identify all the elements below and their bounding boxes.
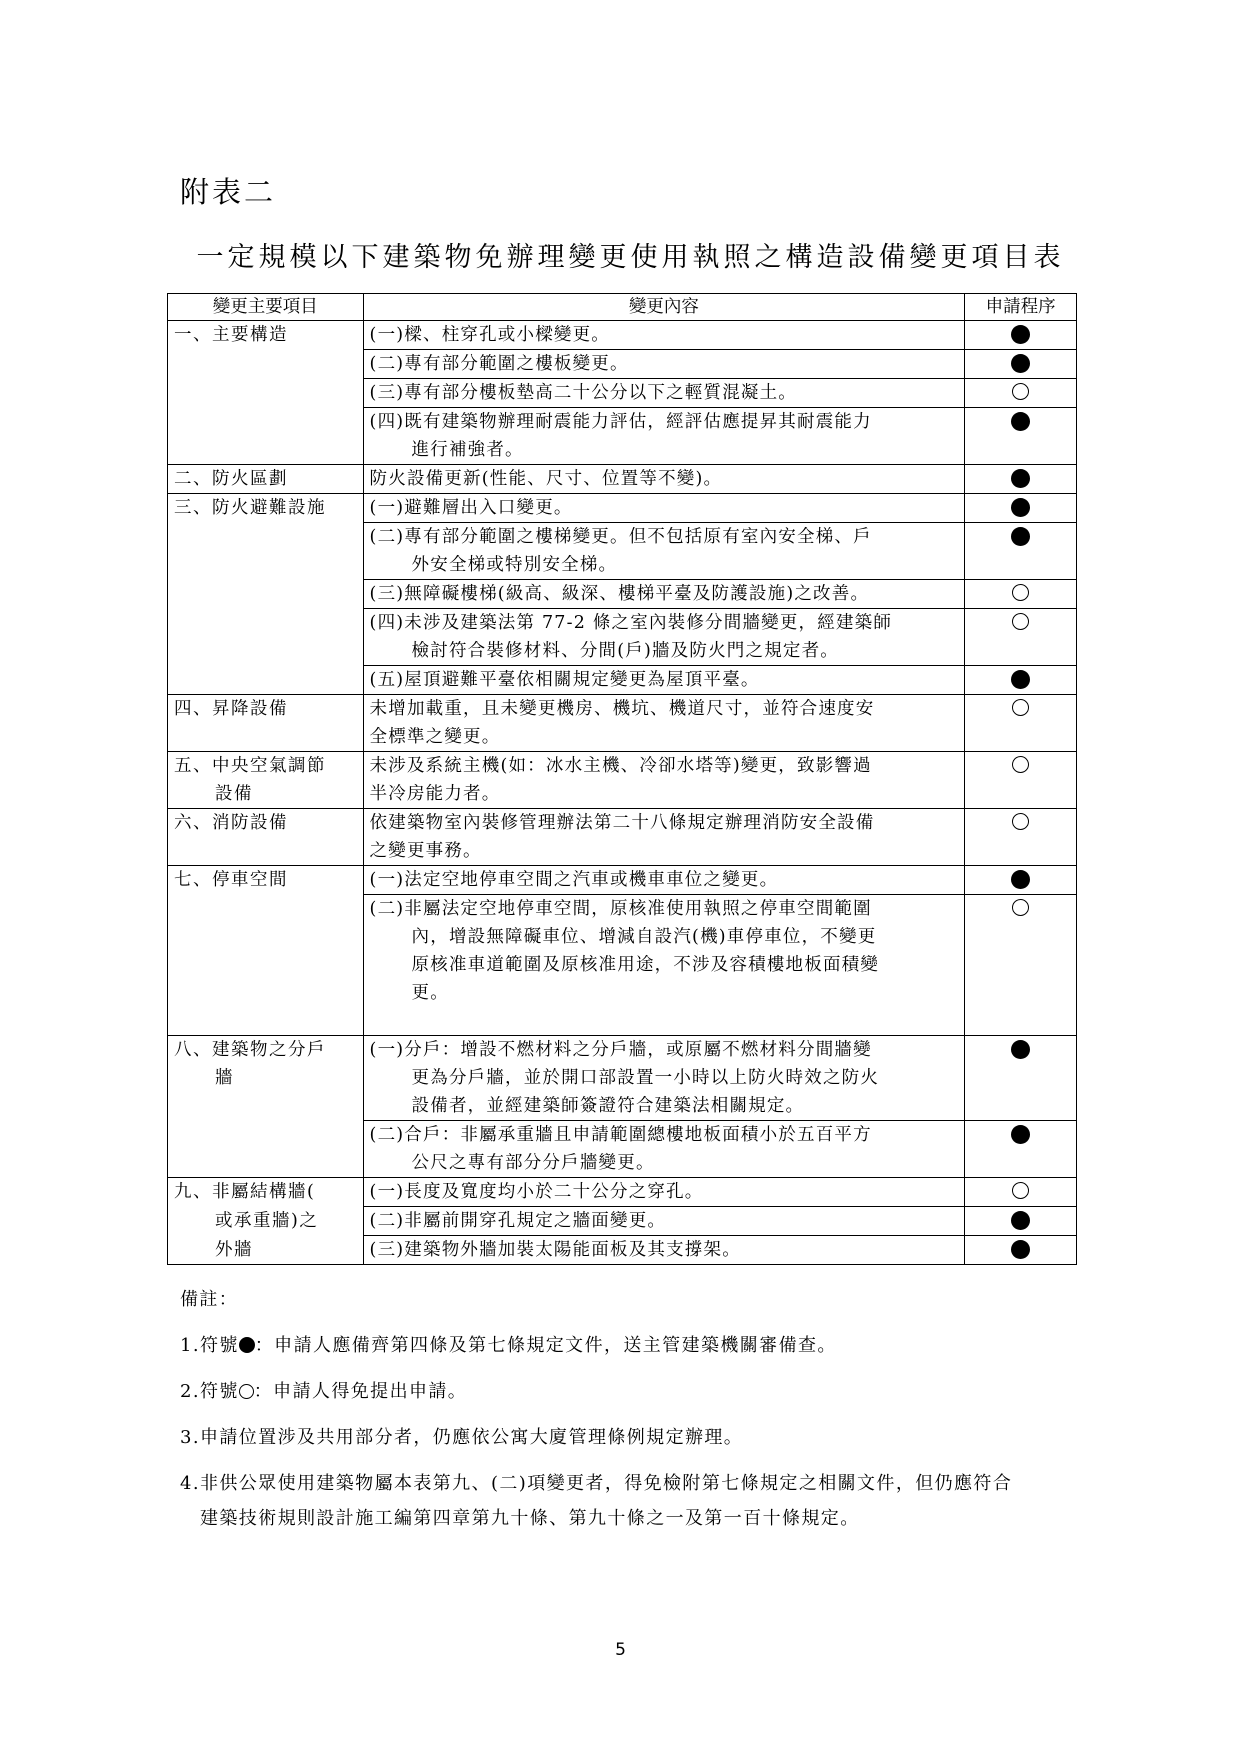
note-2-text: ：申請人得免提出申請。 <box>253 1381 468 1402</box>
content-cell <box>363 866 965 895</box>
category-cell: 七、停車空間 <box>168 866 364 1036</box>
category-line: 外牆 <box>215 1239 253 1260</box>
hollow-circle-icon <box>1012 699 1029 716</box>
procedure-cell <box>965 465 1077 494</box>
note-4-line-1: 4.非供公眾使用建築物屬本表第九、(二)項變更者，得免檢附第七條規定之相關文件，但仍應符合 <box>180 1473 1013 1494</box>
content-line: 未增加載重，且未變更機房、機坑、機道尺寸，並符合速度安 <box>369 699 875 719</box>
procedure-cell <box>965 1236 1077 1265</box>
hollow-circle-icon <box>1012 899 1029 916</box>
appendix-heading: 附表二 <box>180 175 277 209</box>
table-row <box>168 695 1077 752</box>
content-cell <box>363 1178 965 1207</box>
procedure-cell <box>965 866 1077 895</box>
table-row <box>168 866 1077 895</box>
category-cell <box>168 1236 364 1265</box>
table-row <box>168 1207 1077 1236</box>
filled-circle-icon <box>1011 412 1030 431</box>
category-cell: 四、昇降設備 <box>168 695 364 752</box>
procedure-cell <box>965 666 1077 695</box>
filled-circle-icon <box>1011 354 1030 373</box>
content-cell <box>363 1236 965 1265</box>
content-cell <box>363 350 965 379</box>
note-2 <box>180 1377 467 1403</box>
content-line: (一)分戶：增設不燃材料之分戶牆，或原屬不燃材料分間牆變 <box>369 1040 872 1060</box>
procedure-cell <box>965 695 1077 752</box>
content-line: 之變更事務。 <box>369 841 482 861</box>
content-line: (三)無障礙樓梯(級高、級深、樓梯平臺及防護設施)之改善。 <box>369 584 870 604</box>
procedure-cell <box>965 752 1077 809</box>
content-line: 公尺之專有部分分戶牆變更。 <box>411 1153 655 1173</box>
procedure-cell <box>965 350 1077 379</box>
content-cell <box>363 379 965 408</box>
note-1-text: ：申請人應備齊第四條及第七條規定文件，送主管建築機關審備查。 <box>254 1335 837 1356</box>
procedure-cell <box>965 523 1077 580</box>
hollow-circle-icon <box>1012 1182 1029 1199</box>
category-line: 設備 <box>215 784 253 804</box>
content-line: (四)既有建築物辦理耐震能力評估，經評估應提昇其耐震能力 <box>369 412 872 432</box>
content-line: 未涉及系統主機(如：冰水主機、冷卻水塔等)變更，致影響過 <box>369 756 872 776</box>
content-line: (三)建築物外牆加裝太陽能面板及其支撐架。 <box>369 1240 741 1260</box>
content-line: 檢討符合裝修材料、分間(戶)牆及防火門之規定者。 <box>411 641 839 661</box>
header-main-item: 變更主要項目 <box>168 294 364 321</box>
content-cell <box>363 809 965 866</box>
filled-circle-icon <box>1011 1211 1030 1230</box>
procedure-cell <box>965 1121 1077 1178</box>
procedure-cell <box>965 809 1077 866</box>
table-row <box>168 752 1077 809</box>
content-line: (三)專有部分樓板墊高二十公分以下之輕質混凝土。 <box>369 383 797 403</box>
content-line: 更為分戶牆，並於開口部設置一小時以上防火時效之防火 <box>411 1068 880 1088</box>
content-line: 全標準之變更。 <box>369 727 501 747</box>
content-line: (二)非屬法定空地停車空間，原核准使用執照之停車空間範圍 <box>369 899 872 919</box>
content-cell <box>363 666 965 695</box>
content-line: (一)樑、柱穿孔或小樑變更。 <box>369 325 611 345</box>
category-cell: 二、防火區劃 <box>168 465 364 494</box>
content-line: 外安全梯或特別安全梯。 <box>411 555 618 575</box>
table-row <box>168 1236 1077 1265</box>
content-cell <box>363 609 965 666</box>
table-row <box>168 1178 1077 1207</box>
table-row <box>168 465 1077 494</box>
content-cell <box>363 465 965 494</box>
note-1-prefix: 1.符號 <box>180 1335 239 1356</box>
content-line: (二)專有部分範圍之樓板變更。 <box>369 354 629 374</box>
content-line: (二)合戶：非屬承重牆且申請範圍總樓地板面積小於五百平方 <box>369 1125 872 1145</box>
procedure-cell <box>965 1178 1077 1207</box>
table-header-row <box>168 294 1077 321</box>
procedure-cell <box>965 609 1077 666</box>
content-line: (一)長度及寬度均小於二十公分之穿孔。 <box>369 1182 704 1202</box>
content-line: (二)非屬前開穿孔規定之牆面變更。 <box>369 1211 667 1231</box>
table-row <box>168 809 1077 866</box>
content-cell <box>363 752 965 809</box>
filled-circle-icon <box>1011 325 1030 344</box>
category-cell: 九、非屬結構牆( <box>168 1178 364 1207</box>
hollow-circle-icon <box>239 1384 254 1399</box>
content-line: (二)專有部分範圍之樓梯變更。但不包括原有室內安全梯、戶 <box>369 527 872 547</box>
filled-circle-icon <box>1011 870 1030 889</box>
category-cell: 一、主要構造 <box>168 321 364 465</box>
header-procedure: 申請程序 <box>965 294 1077 321</box>
content-line: (一)法定空地停車空間之汽車或機車車位之變更。 <box>369 870 779 890</box>
page-number: 5 <box>615 1640 626 1660</box>
content-line: (四)未涉及建築法第 77-2 條之室內裝修分間牆變更，經建築師 <box>369 613 893 633</box>
procedure-cell <box>965 895 1077 1036</box>
category-cell: 三、防火避難設施 <box>168 494 364 695</box>
table-row <box>168 321 1077 350</box>
remarks-label: 備註： <box>180 1289 239 1310</box>
content-line: 依建築物室內裝修管理辦法第二十八條規定辦理消防安全設備 <box>369 813 875 833</box>
filled-circle-icon <box>1011 1240 1030 1259</box>
hollow-circle-icon <box>1012 584 1029 601</box>
category-line: 或承重牆)之 <box>215 1210 319 1231</box>
filled-circle-icon <box>1011 670 1030 689</box>
hollow-circle-icon <box>1012 613 1029 630</box>
content-cell <box>363 1121 965 1178</box>
procedure-cell <box>965 580 1077 609</box>
note-4-line-2: 建築技術規則設計施工編第四章第九十條、第九十條之一及第一百十條規定。 <box>200 1508 860 1529</box>
content-cell <box>363 321 965 350</box>
filled-circle-icon <box>1011 498 1030 517</box>
category-line: 八、建築物之分戶 <box>174 1040 326 1060</box>
content-line: (五)屋頂避難平臺依相關規定變更為屋頂平臺。 <box>369 670 760 690</box>
filled-circle-icon <box>1011 1040 1030 1059</box>
filled-circle-icon <box>1011 527 1030 546</box>
note-1 <box>180 1331 837 1357</box>
filled-circle-icon <box>1011 1125 1030 1144</box>
table-row <box>168 1036 1077 1121</box>
procedure-cell <box>965 494 1077 523</box>
procedure-cell <box>965 321 1077 350</box>
category-line: 五、中央空氣調節 <box>174 756 326 776</box>
procedure-cell <box>965 1207 1077 1236</box>
content-line: 防火設備更新(性能、尺寸、位置等不變)。 <box>369 469 723 489</box>
content-cell <box>363 494 965 523</box>
note-3: 3.申請位置涉及共用部分者，仍應依公寓大廈管理條例規定辦理。 <box>180 1427 744 1448</box>
filled-circle-icon <box>1011 469 1030 488</box>
note-2-prefix: 2.符號 <box>180 1381 239 1402</box>
category-line: 牆 <box>215 1068 234 1088</box>
content-cell <box>363 1036 965 1121</box>
category-cell <box>168 1036 364 1178</box>
content-line: 更。 <box>411 983 449 1003</box>
procedure-cell <box>965 379 1077 408</box>
content-cell <box>363 523 965 580</box>
procedure-cell <box>965 1036 1077 1121</box>
content-cell <box>363 695 965 752</box>
hollow-circle-icon <box>1012 383 1029 400</box>
content-line: 設備者，並經建築師簽證符合建築法相關規定。 <box>411 1096 805 1116</box>
content-line: (一)避難層出入口變更。 <box>369 498 573 518</box>
hollow-circle-icon <box>1012 756 1029 773</box>
content-line: 進行補強者。 <box>411 440 524 460</box>
category-cell <box>168 752 364 809</box>
header-content: 變更內容 <box>363 294 965 321</box>
content-line: 內，增設無障礙車位、增減自設汽(機)車停車位，不變更 <box>411 927 877 947</box>
content-line: 原核准車道範圍及原核准用途，不涉及容積樓地板面積變 <box>411 955 880 975</box>
filled-circle-icon <box>239 1337 255 1353</box>
hollow-circle-icon <box>1012 813 1029 830</box>
content-cell <box>363 408 965 465</box>
change-items-table <box>167 293 1077 1265</box>
category-cell: 六、消防設備 <box>168 809 364 866</box>
content-line: 半冷房能力者。 <box>369 784 501 804</box>
content-cell <box>363 580 965 609</box>
category-cell <box>168 1207 364 1236</box>
table-row <box>168 494 1077 523</box>
content-cell <box>363 1207 965 1236</box>
content-cell <box>363 895 965 1036</box>
table-title: 一定規模以下建築物免辦理變更使用執照之構造設備變更項目表 <box>196 242 1065 273</box>
procedure-cell <box>965 408 1077 465</box>
